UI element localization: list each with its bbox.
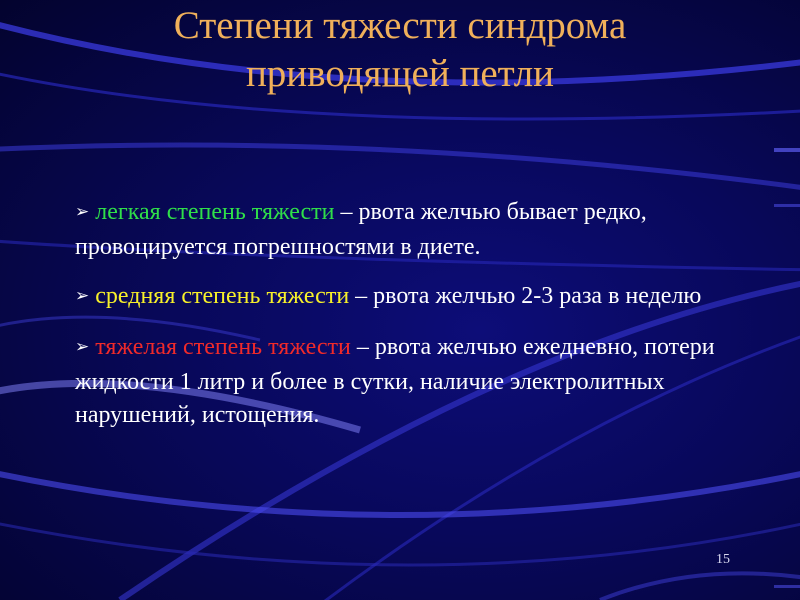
arrow-bullet-icon: ➢	[75, 337, 90, 357]
severe-severity-description: – рвота желчью ежедневно, потери жидкости 1 литр и более в сутки, наличие электролитных нарушений, истощения.	[75, 334, 715, 428]
page-number: 15	[716, 552, 730, 567]
list-item-severe	[75, 331, 775, 432]
arrow-bullet-icon: ➢	[75, 286, 90, 306]
moderate-severity-description: – рвота желчью 2-3 раза в неделю	[349, 283, 702, 309]
severity-list	[75, 196, 775, 448]
severe-severity-label: тяжелая степень тяжести	[95, 334, 351, 360]
title-line-1: Степени тяжести синдрома	[173, 4, 627, 47]
mild-severity-label: легкая степень тяжести	[95, 199, 335, 225]
slide-title	[40, 2, 760, 98]
list-item-mild	[75, 196, 775, 264]
mild-severity-description: – рвота желчью бывает редко, провоцируется погрешностями в диете.	[75, 199, 647, 260]
moderate-severity-label: средняя степень тяжести	[95, 283, 350, 309]
title-line-2: приводящей петли	[245, 52, 555, 95]
list-item-moderate	[75, 280, 775, 315]
arrow-bullet-icon: ➢	[75, 202, 90, 222]
